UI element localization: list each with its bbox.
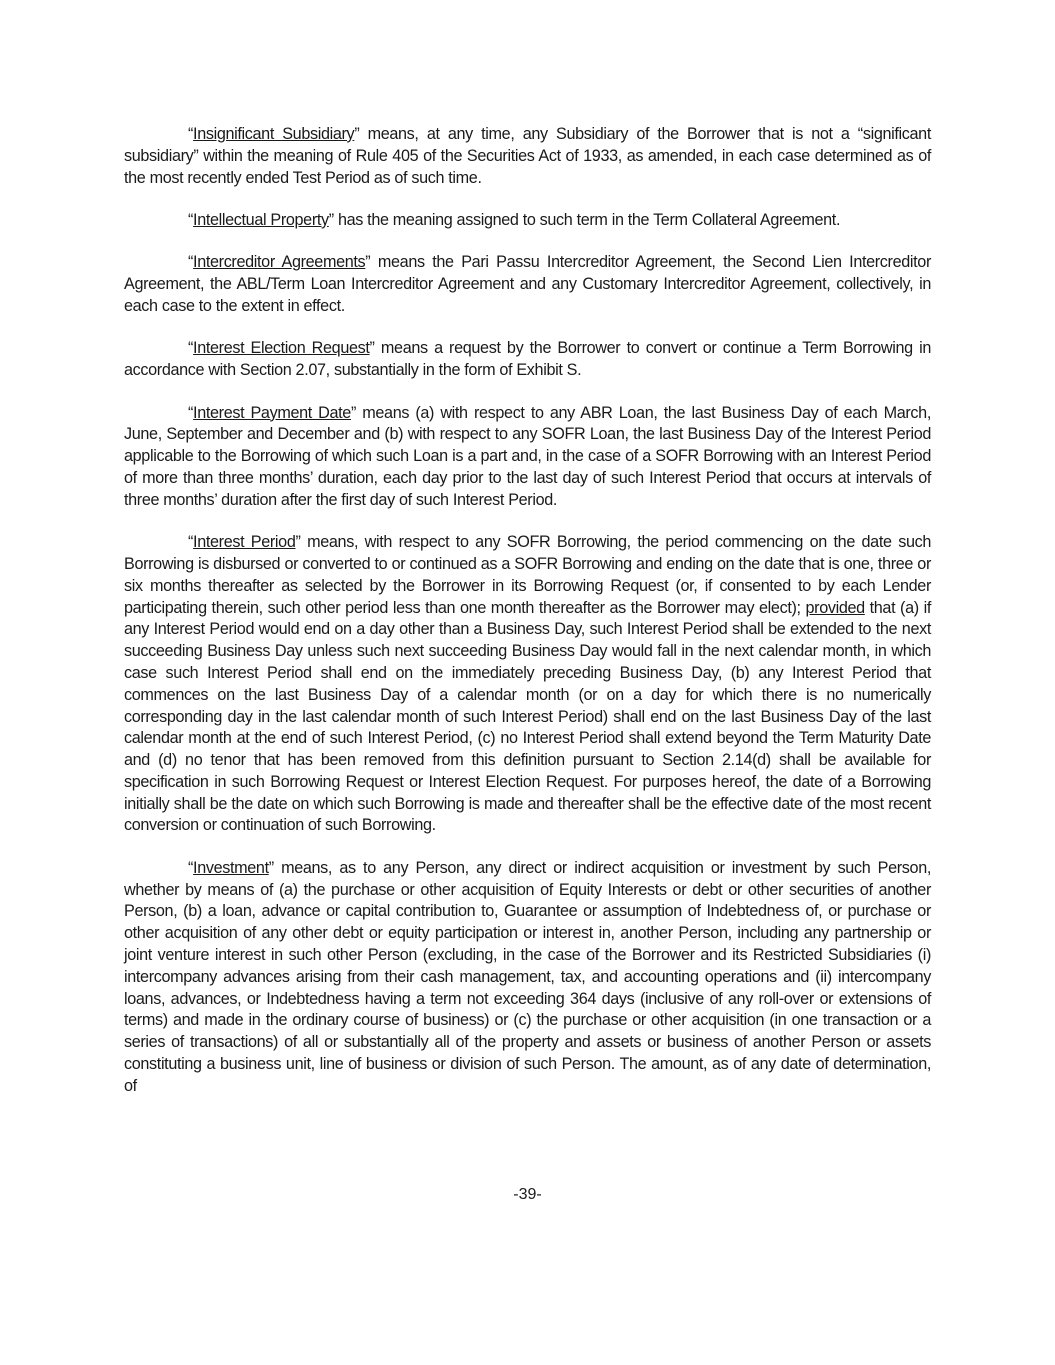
close-quote: ” bbox=[369, 339, 381, 358]
definition-text: means, at any time, any Subsidiary of the Borrower that is not a “significant subsidiary” within the meaning of Rule 405 of the Securities Act of 1933, as amended, in each case determined as of the most recently ended Test Period as of such time. bbox=[124, 125, 931, 187]
open-quote: “ bbox=[188, 210, 194, 229]
defined-term: Interest Payment Date bbox=[193, 403, 351, 422]
open-quote: “ bbox=[188, 339, 194, 358]
definition-insignificant-subsidiary bbox=[124, 124, 931, 189]
close-quote: ” bbox=[268, 858, 282, 877]
definition-text-continued: that (a) if any Interest Period would end on a day other than a Business Day, such Interest Period shall be extended to the next succeeding Business Day unless such next succeeding Business Day would fall in the next calendar month, in which case such Interest Period shall end on the immediately preceding Business Day, (b) any Interest Period that commences on the last Business Day of a calendar month (or on a day for which there is no numerically corresponding day in the last calendar month of such Interest Period) shall end on the last Business Day of the last calendar month at the end of such Interest Period, (c) no Interest Period shall extend beyond the Term Maturity Date and (d) no tenor that has been removed from this definition pursuant to Section 2.14(d) shall be available for specification in such Borrowing Request or Interest Election Request. For purposes hereof, the date of a Borrowing initially shall be the date on which such Borrowing is made and thereafter shall be the effective date of the most recent conversion or continuation of such Borrowing. bbox=[124, 598, 931, 835]
open-quote: “ bbox=[188, 533, 194, 552]
open-quote: “ bbox=[188, 403, 194, 422]
defined-term: Interest Period bbox=[193, 533, 296, 552]
defined-term: Intercreditor Agreements bbox=[193, 253, 366, 272]
close-quote: ” bbox=[328, 210, 338, 229]
definition-text: has the meaning assigned to such term in the Term Collateral Agreement. bbox=[337, 210, 841, 229]
page-number: -39- bbox=[513, 1186, 542, 1203]
defined-term: Insignificant Subsidiary bbox=[193, 125, 355, 143]
definition-interest-election-request bbox=[124, 338, 931, 382]
definition-text: means, as to any Person, any direct or indirect acquisition or investment by such Person, whether by means of (a) the purchase or other acquisition of Equity Interests or debt or other securities of another Person, (b) a loan, advance or capital contribution to, Guarantee or assumption of Indebtedness of, or purchase or other acquisition of any other debt or equity participation or interest in, another Person, including any partnership or joint venture interest in such other Person (excluding, in the case of the Borrower and its Restricted Subsidiaries (i) intercompany advances arising from their cash management, tax, and accounting operations and (ii) intercompany loans, advances, or Indebtedness having a term not exceeding 364 days (inclusive of any roll-over or extensions of terms) and made in the ordinary course of business) or (c) the purchase or other acquisition (in one transaction or a series of transactions) of all or substantially all of the property and assets or business of another Person or assets constituting a business unit, line of business or division of such Person. The amount, as of any date of determination, of bbox=[124, 858, 931, 1095]
definition-intellectual-property bbox=[124, 210, 931, 232]
defined-term: Interest Election Request bbox=[193, 339, 370, 358]
document-page bbox=[124, 124, 931, 1118]
defined-term: Investment bbox=[193, 858, 269, 877]
open-quote: “ bbox=[188, 125, 194, 143]
close-quote: ” bbox=[354, 125, 368, 143]
definition-text: means a request by the Borrower to convert or continue a Term Borrowing in accordance with Section 2.07, substantially in the form of Exhibit S. bbox=[124, 339, 931, 380]
open-quote: “ bbox=[188, 858, 194, 877]
definition-text: means the Pari Passu Intercreditor Agreement, the Second Lien Intercreditor Agreement, the ABL/Term Loan Intercreditor Agreement and any Customary Intercreditor Agreement, collectively, in each case to the extent in effect. bbox=[124, 253, 931, 315]
close-quote: ” bbox=[350, 403, 363, 422]
definition-interest-period bbox=[124, 532, 931, 837]
definition-interest-payment-date bbox=[124, 403, 931, 512]
definition-investment bbox=[124, 858, 931, 1098]
definition-text: means (a) with respect to any ABR Loan, the last Business Day of each March, June, September and December and (b) with respect to any SOFR Loan, the last Business Day of the Interest Period applicable to the Borrowing of which such Loan is a part and, in the case of a SOFR Borrowing with an Interest Period of more than three months’ duration, each day prior to the last day of such Interest Period that occurs at intervals of three months’ duration after the first day of such Interest Period. bbox=[124, 403, 931, 509]
open-quote: “ bbox=[188, 253, 194, 272]
proviso-term: provided bbox=[805, 598, 865, 617]
close-quote: ” bbox=[365, 253, 378, 272]
definition-intercreditor-agreements bbox=[124, 252, 931, 317]
defined-term: Intellectual Property bbox=[193, 210, 329, 229]
definition-text: means, with respect to any SOFR Borrowing, the period commencing on the date such Borrowing is disbursed or converted to or continued as a SOFR Borrowing and ending on the date that is one, three or six months thereafter as selected by the Borrower in its Borrowing Request (or, if consented to by each Lender participating therein, such other period less than one month thereafter as the Borrower may elect); bbox=[124, 533, 931, 617]
close-quote: ” bbox=[295, 533, 308, 552]
